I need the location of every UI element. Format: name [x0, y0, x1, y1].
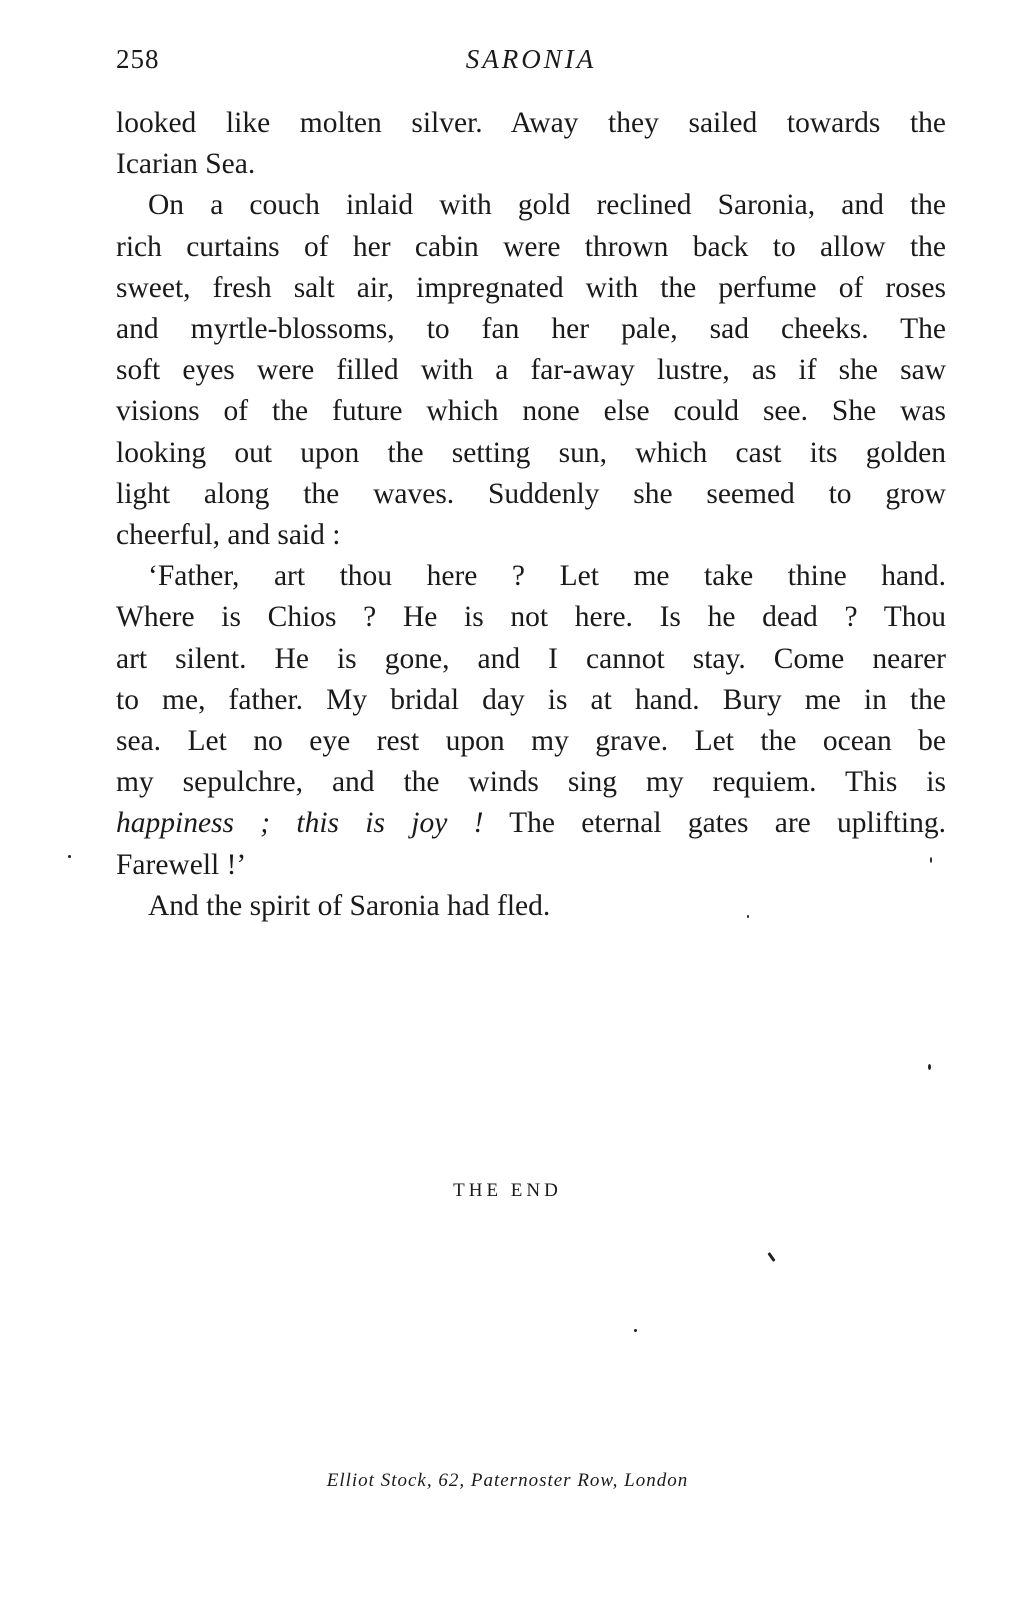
text-line	[116, 803, 946, 844]
text-line: visions of the future which none else could see. She was	[116, 395, 946, 428]
text-line: cheerful, and said :	[116, 519, 341, 552]
scan-speck	[747, 915, 749, 918]
paragraph-4	[116, 886, 946, 927]
paragraph-3	[116, 556, 946, 886]
text-line: soft eyes were filled with a far-away lustre, as if she saw	[116, 354, 946, 387]
text-line: to me, father. My bridal day is at hand. Bury me in the	[116, 683, 946, 716]
text-line: Icarian Sea.	[116, 148, 256, 181]
the-end-label: THE END	[453, 1180, 562, 1201]
text-line: rich curtains of her cabin were thrown back to allow the	[116, 230, 946, 263]
publisher-imprint: Elliot Stock, 62, Paternoster Row, London	[326, 1470, 689, 1491]
scan-speck	[930, 857, 932, 863]
text-line: And the spirit of Saronia had fled.	[148, 889, 551, 922]
page-header	[116, 44, 946, 84]
text-line: and myrtle-blossoms, to fan her pale, sad cheeks. The	[116, 313, 946, 346]
text-line: ‘Father, art thou here ? Let me take thine hand.	[148, 560, 946, 593]
page-number: 258	[116, 44, 160, 74]
paragraph-2	[116, 185, 946, 556]
text-line: Farewell !’	[116, 848, 247, 881]
text-line: sea. Let no eye rest upon my grave. Let the ocean be	[116, 725, 946, 758]
scan-speck	[68, 855, 71, 858]
scan-speck	[767, 1252, 775, 1262]
text-line: sweet, fresh salt air, impregnated with the perfume of roses	[116, 271, 946, 304]
paragraph-1	[116, 103, 946, 185]
scan-speck	[634, 1329, 637, 1332]
text-fragment: The eternal gates are uplifting.	[483, 807, 946, 840]
text-line: On a couch inlaid with gold reclined Saronia, and the	[148, 189, 946, 222]
scan-speck	[928, 1064, 931, 1070]
text-line: Where is Chios ? He is not here. Is he dead ? Thou	[116, 601, 946, 634]
running-title: SARONIA	[465, 44, 597, 74]
text-line: looking out upon the setting sun, which cast its golden	[116, 436, 946, 469]
text-line: light along the waves. Suddenly she seemed to grow	[116, 477, 946, 510]
text-line: art silent. He is gone, and I cannot stay. Come nearer	[116, 642, 946, 675]
text-line: looked like molten silver. Away they sailed towards the	[116, 107, 946, 139]
text-line: my sepulchre, and the winds sing my requiem. This is	[116, 766, 946, 799]
italic-phrase: happiness ; this is joy !	[116, 807, 484, 840]
body-text	[116, 103, 946, 927]
